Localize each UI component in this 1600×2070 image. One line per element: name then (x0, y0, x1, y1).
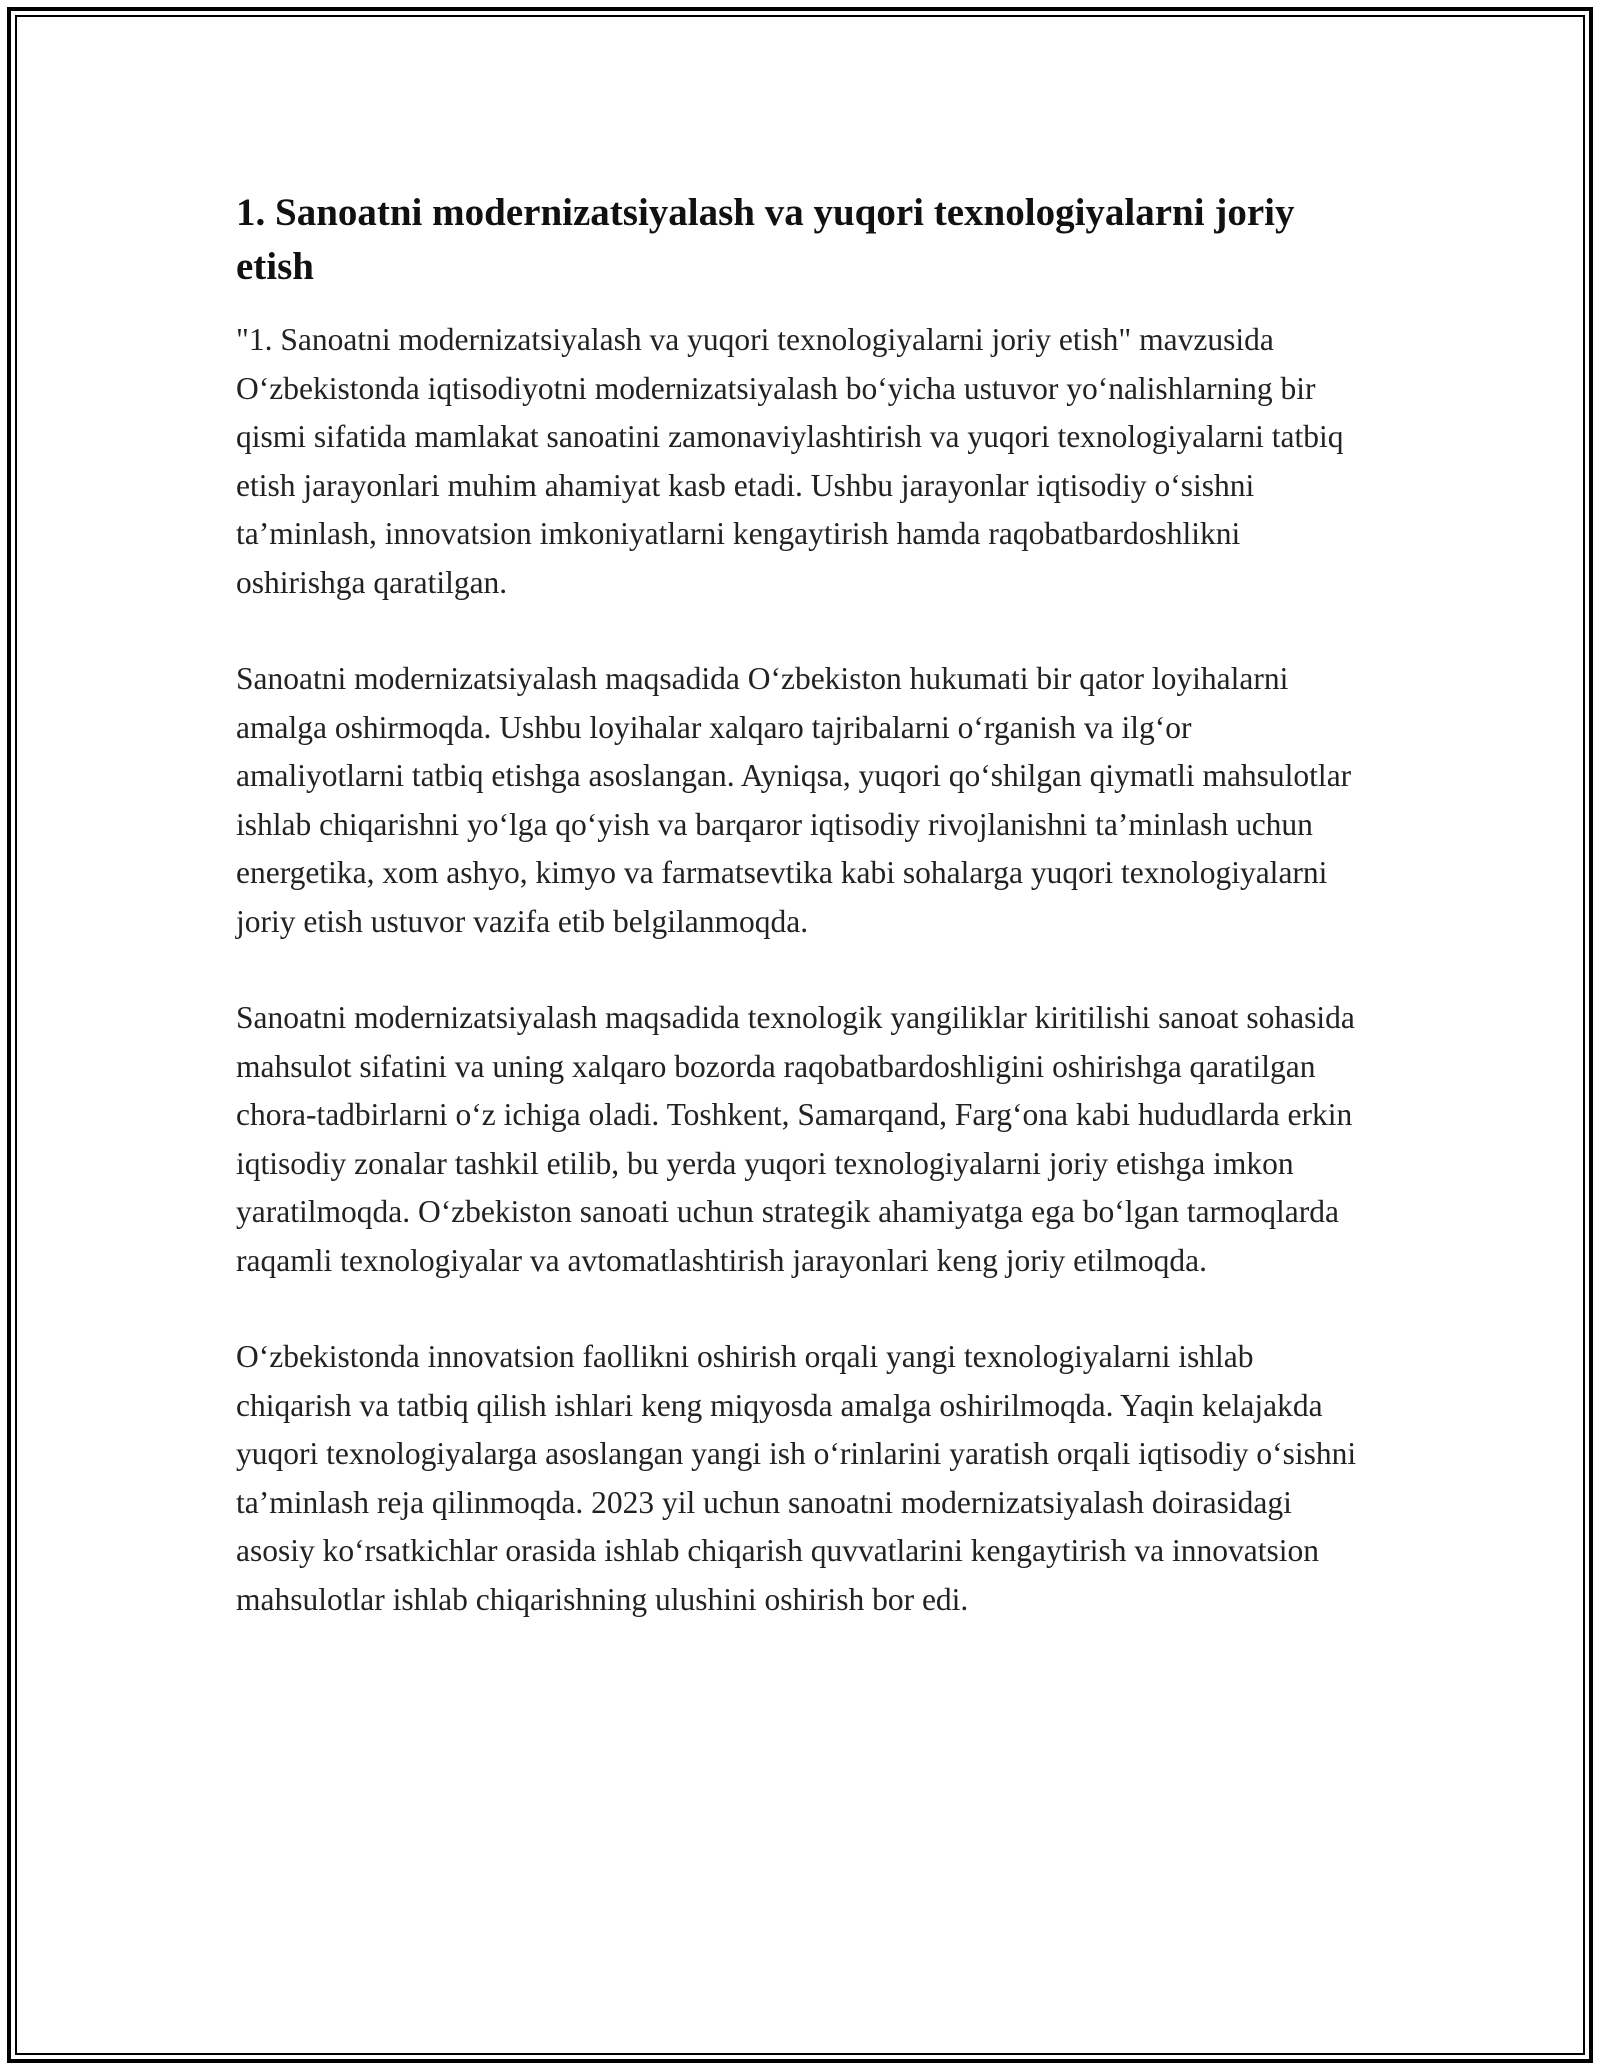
section-heading: 1. Sanoatni modernizatsiyalash va yuqori texnologiyalarni joriy etish (236, 191, 1295, 288)
paragraph-2: Sanoatni modernizatsiyalash maqsadida O‘zbekiston hukumati bir qator loyihalarni amalga oshirmoqda. Ushbu loyihalar xalqaro tajribalarni o‘rganish va ilg‘or amaliyotlarni tatbiq etishga asoslangan. Ayniqsa, yuqori qo‘shilgan qiymatli mahsulotlar ishlab chiqarishni yo‘lga qo‘yish va barqaror iqtisodiy rivojlanishni ta’minlash uchun energetika, xom ashyo, kimyo va farmatsevtika kabi sohalarga yuqori texnologiyalarni joriy etish ustuvor vazifa etib belgilanmoqda. (236, 661, 1352, 939)
document-body (236, 186, 1366, 1672)
paragraph-1: "1. Sanoatni modernizatsiyalash va yuqori texnologiyalarni joriy etish" mavzusida O‘zbekistonda iqtisodiyotni modernizatsiyalash bo‘yicha ustuvor yo‘nalishlarning bir qismi sifatida mamlakat sanoatini zamonaviylashtirish va yuqori texnologiyalarni tatbiq etish jarayonlari muhim ahamiyat kasb etadi. Ushbu jarayonlar iqtisodiy o‘sishni ta’minlash, innovatsion imkoniyatlarni kengaytirish hamda raqobatbardoshlikni oshirishga qaratilgan. (236, 322, 1344, 600)
paragraph-4: O‘zbekistonda innovatsion faollikni oshirish orqali yangi texnologiyalarni ishlab chiqarish va tatbiq qilish ishlari keng miqyosda amalga oshirilmoqda. Yaqin kelajakda yuqori texnologiyalarga asoslangan yangi ish o‘rinlarini yaratish orqali iqtisodiy o‘sishni ta’minlash reja qilinmoqda. 2023 yil uchun sanoatni modernizatsiyalash doirasidagi asosiy ko‘rsatkichlar orasida ishlab chiqarish quvvatlarini kengaytirish va innovatsion mahsulotlar ishlab chiqarishning ulushini oshirish bor edi. (236, 1339, 1357, 1617)
paragraph-3: Sanoatni modernizatsiyalash maqsadida texnologik yangiliklar kiritilishi sanoat sohasida mahsulot sifatini va uning xalqaro bozorda raqobatbardoshligini oshirishga qaratilgan chora-tadbirlarni o‘z ichiga oladi. Toshkent, Samarqand, Farg‘ona kabi hududlarda erkin iqtisodiy zonalar tashkil etilib, bu yerda yuqori texnologiyalarni joriy etishga imkon yaratilmoqda. O‘zbekiston sanoati uchun strategik ahamiyatga ega bo‘lgan tarmoqlarda raqamli texnologiyalar va avtomatlashtirish jarayonlari keng joriy etilmoqda. (236, 1000, 1355, 1278)
